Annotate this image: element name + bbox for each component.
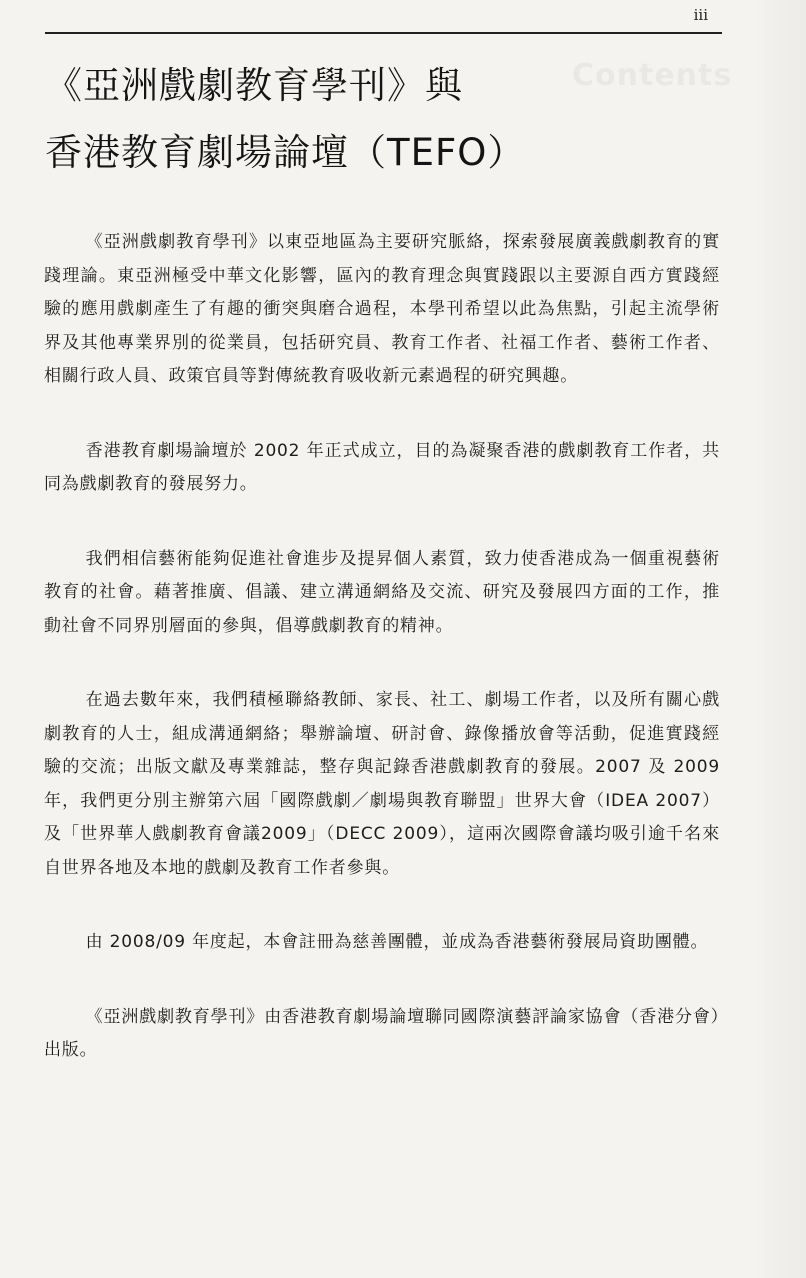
paragraph-tefo-founding: 香港教育劇場論壇於 2002 年正式成立，目的為凝聚香港的戲劇教育工作者，共同為戲劇教育的發展努力。: [44, 440, 720, 494]
paragraph-publisher: 《亞洲戲劇教育學刊》由香港教育劇場論壇聯同國際演藝評論家協會（香港分會）出版。: [44, 1006, 720, 1060]
page-number: iii: [693, 6, 708, 24]
paragraph-charity-status: 由 2008/09 年度起，本會註冊為慈善團體，並成為香港藝術發展局資助團體。: [85, 932, 709, 952]
page-edge-shade: [750, 0, 806, 1278]
paragraph-activities: 在過去數年來，我們積極聯絡教師、家長、社工、劇場工作者，以及所有關心戲劇教育的人士，組成溝通網絡；舉辦論壇、研討會、錄像播放會等活動，促進實踐經驗的交流；出版文獻及專業雜誌，整存與記錄香港戲劇教育的發展。2007 及 2009 年，我們更分別主辦第六屆「國際戲劇／劇場與教育聯盟」世界大會（IDEA 2007）及「世界華人戲劇教育會議2009」（DECC 2009），這兩次國際會議均吸引逾千名來自世界各地及本地的戲劇及教育工作者參與。: [44, 690, 720, 878]
title-line-2: 香港教育劇場論壇（TEFO）: [45, 131, 526, 174]
page-title: [45, 52, 725, 186]
body-text: [44, 226, 720, 1068]
title-line-1: 《亞洲戲劇教育學刊》與: [45, 64, 463, 107]
paragraph-journal-intro: 《亞洲戲劇教育學刊》以東亞地區為主要研究脈絡，探索發展廣義戲劇教育的實踐理論。東亞洲極受中華文化影響，區內的教育理念與實踐跟以主要源自西方實踐經驗的應用戲劇產生了有趣的衝突與磨合過程，本學刊希望以此為焦點，引起主流學術界及其他專業界別的從業員，包括研究員、教育工作者、社福工作者、藝術工作者、相關行政人員、政策官員等對傳統教育吸收新元素過程的研究興趣。: [44, 232, 720, 386]
header-rule: [45, 32, 722, 34]
paragraph-mission: 我們相信藝術能夠促進社會進步及提昇個人素質，致力使香港成為一個重視藝術教育的社會。藉著推廣、倡議、建立溝通網絡及交流、研究及發展四方面的工作，推動社會不同界別層面的參與，倡導戲劇教育的精神。: [44, 548, 720, 636]
